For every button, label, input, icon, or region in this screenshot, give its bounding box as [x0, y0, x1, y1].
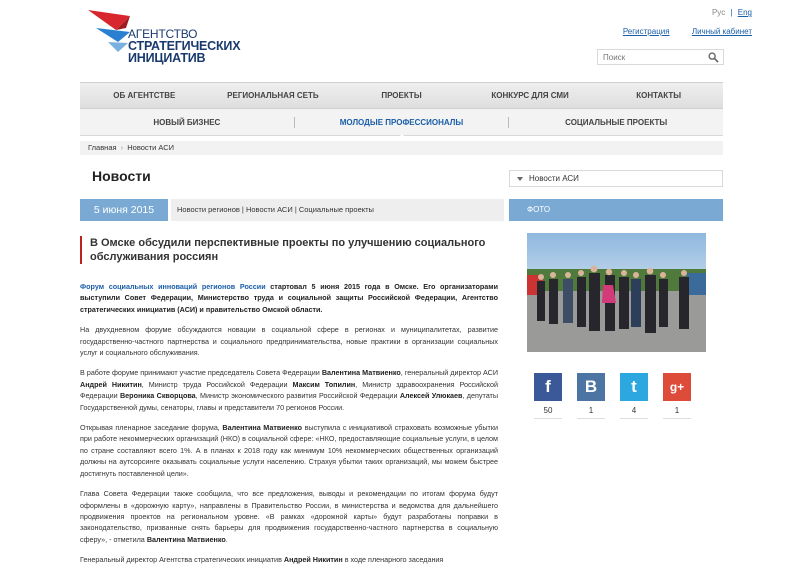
article-headline: В Омске обсудили перспективные проекты по улучшению социального обслуживания россиян [80, 236, 504, 264]
article-date: 5 июня 2015 [80, 199, 168, 221]
vk-icon: B [584, 377, 598, 396]
subnav-new-business[interactable]: НОВЫЙ БИЗНЕС [153, 117, 221, 127]
article-paragraph [80, 281, 498, 315]
nav-media-contest[interactable]: КОНКУРС ДЛЯ СМИ [491, 91, 569, 100]
news-filter-select[interactable] [509, 170, 723, 187]
article-paragraph: На двухдневном форуме обсуждаются новации в социальной сфере в регионах и муниципалитетах, развитие государственно-частного партнерства и социального предпринимательства, новые практики в организации социальных услуг и социального обслуживания. [80, 325, 498, 358]
article-tags[interactable]: Новости регионов | Новости АСИ | Социальные проекты [171, 199, 504, 221]
facebook-icon: f [545, 377, 551, 396]
search-input[interactable] [598, 50, 708, 65]
vk-share-count: 1 [577, 404, 605, 419]
language-switch [712, 8, 752, 17]
twitter-icon: t [631, 377, 637, 396]
twitter-share-button[interactable] [620, 373, 648, 401]
article-paragraph: В работе форуме принимают участие председатель Совета Федерации Валентина Матвиенко, генеральный директор АСИ Андрей Никитин, Министр труда Российской Федерации Максим Топилин, Министр здравоохранения Российской Федерации Вероника Скворцова, Министр экономического развития Российской Федерации Алексей Улюкаев, депутаты Государственной думы, сенаторы, главы и представители 70 регионов России. [80, 368, 498, 412]
breadcrumb-current: Новости АСИ [127, 143, 174, 152]
search-box [597, 49, 724, 65]
cabinet-link[interactable]: Личный кабинет [691, 27, 752, 36]
p1-text: стартовал 5 июня 2015 года в Омске. Его организаторами выступили Совет Федерации, Министерство труда и социальной защиты Российской Федерации, Агентство стратегических инициатив (АСИ) и правительство Омской области. [80, 282, 498, 314]
article-paragraph: Открывая пленарное заседание форума, Валентина Матвиенко выступила с инициативой страховать возможные убытки при работе некоммерческих организаций (НКО) в социальной сфере: «НКО, предоставляющие социальные услуги, в целом по стране составляют всего 1%. А в планах к 2018 году как минимум 10% некоммерческих общественных организаций должны на аутсорсинге оказывать социальные услуги населению. Страхуя убытки таких организаций, мы можем быстрее достигнуть поставленной цели». [80, 423, 499, 478]
article-paragraph: Генеральный директор Агентства стратегических инициатив Андрей Никитин в ходе пленарного заседания [80, 555, 444, 565]
nav-regional-network[interactable]: РЕГИОНАЛЬНАЯ СЕТЬ [227, 91, 319, 100]
breadcrumb-home[interactable]: Главная [88, 143, 117, 152]
filter-value: Новости АСИ [529, 174, 579, 183]
forum-link[interactable]: Форум социальных инноваций регионов России [80, 282, 266, 291]
lang-separator: | [730, 8, 733, 17]
breadcrumb [80, 141, 723, 155]
googleplus-share-count: 1 [663, 404, 691, 419]
main-nav [80, 82, 723, 109]
logo-line2: СТРАТЕГИЧЕСКИХ [128, 39, 241, 53]
lang-ru[interactable]: Рус [711, 8, 726, 17]
subnav-social-projects[interactable]: СОЦИАЛЬНЫЕ ПРОЕКТЫ [565, 117, 668, 127]
googleplus-icon: g+ [669, 380, 685, 394]
facebook-share-count: 50 [534, 404, 562, 419]
facebook-share-button[interactable] [534, 373, 562, 401]
subnav-young-professionals-label: МОЛОДЫЕ ПРОФЕССИОНАЛЫ [339, 117, 464, 127]
nav-projects[interactable]: ПРОЕКТЫ [381, 91, 422, 100]
photo-header: ФОТО [509, 199, 723, 221]
search-icon[interactable] [708, 52, 719, 63]
article-photo[interactable] [527, 233, 706, 352]
article-paragraph: Глава Совета Федерации также сообщила, что все предложения, выводы и рекомендации по итогам форума будут оформлены в «дорожную карту», направлены в Правительство России, в министерства и ведомства для дальнейшего продвижения проектов на региональном уровне. «В рамках «дорожной карты» будут разработаны поправки в законодательство, призванные снять барьеры для продвижения государственно-частного партнерства в социальную сферу», - отметила Валентина Матвиенко. [80, 489, 498, 544]
logo-line3: ИНИЦИАТИВ [128, 51, 206, 65]
nav-about[interactable]: ОБ АГЕНТСТВЕ [113, 91, 176, 100]
vk-share-button[interactable] [577, 373, 605, 401]
googleplus-share-button[interactable] [663, 373, 691, 401]
page-title: Новости [92, 168, 151, 184]
twitter-share-count: 4 [620, 404, 648, 419]
user-links [603, 27, 752, 36]
subnav-young-professionals[interactable] [295, 118, 509, 127]
nav-contacts[interactable]: КОНТАКТЫ [636, 91, 682, 100]
article-body [80, 281, 498, 572]
register-link[interactable]: Регистрация [622, 27, 670, 36]
dropdown-arrow-icon [517, 177, 523, 181]
breadcrumb-arrow-icon: › [120, 143, 124, 152]
sub-nav [80, 109, 723, 136]
lang-en[interactable]: Eng [737, 8, 752, 17]
logo-text [128, 28, 240, 64]
active-notch [397, 134, 407, 139]
logo-line1: АГЕНТСТВО [128, 27, 198, 41]
